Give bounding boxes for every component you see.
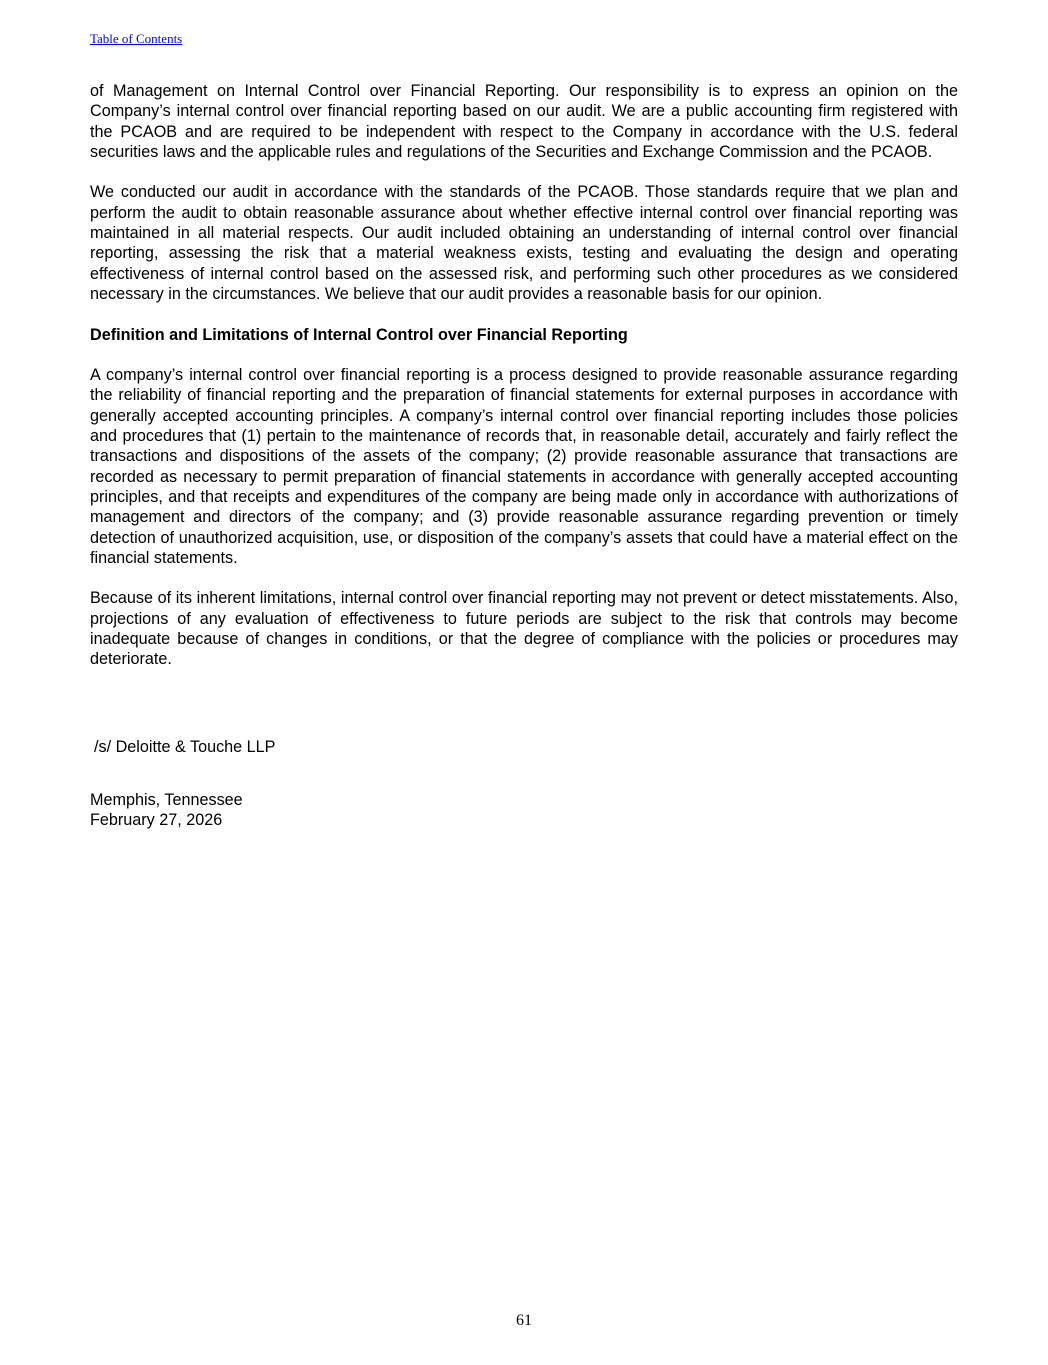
- signature-city: Memphis, Tennessee: [90, 791, 243, 809]
- signature-date: February 27, 2026: [90, 811, 223, 830]
- paragraph-audit-standards: We conducted our audit in accordance with the standards of the PCAOB. Those standards require that we plan and perform the audit to obtain reasonable assurance about whether effective internal control over financial reporting was maintained in all material respects. Our audit included obtaining an understanding of internal control over financial reporting, assessing the risk that a material weakness exists, testing and evaluating the design and operating effectiveness of internal control based on the assessed risk, and performing such other procedures as we considered necessary in the circumstances. We believe that our audit provides a reasonable basis for our opinion.: [90, 183, 958, 303]
- section-heading: Definition and Limitations of Internal Control over Financial Reporting: [90, 325, 628, 344]
- paragraph-responsibility: of Management on Internal Control over Financial Reporting. Our responsibility is to express an opinion on the Company’s internal control over financial reporting based on our audit. We are a public accounting firm registered with the PCAOB and are required to be independent with respect to the Company in accordance with the U.S. federal securities laws and the applicable rules and regulations of the Securities and Exchange Commission and the PCAOB.: [90, 82, 958, 161]
- page-number: 61: [516, 1312, 532, 1329]
- auditor-signature: /s/ Deloitte & Touche LLP: [94, 738, 276, 756]
- signature-block: [90, 790, 243, 831]
- table-of-contents-link[interactable]: Table of Contents: [90, 31, 183, 46]
- paragraph-definition: A company’s internal control over financial reporting is a process designed to provide reasonable assurance regarding the reliability of financial reporting and the preparation of financial statements for external purposes in accordance with generally accepted accounting principles. A company’s internal control over financial reporting includes those policies and procedures that (1) pertain to the maintenance of records that, in reasonable detail, accurately and fairly reflect the transactions and dispositions of the assets of the company; (2) provide reasonable assurance that transactions are recorded as necessary to permit preparation of financial statements in accordance with generally accepted accounting principles, and that receipts and expenditures of the company are being made only in accordance with authorizations of management and directors of the company; and (3) provide reasonable assurance regarding prevention or timely detection of unauthorized acquisition, use, or disposition of the company’s assets that could have a material effect on the financial statements.: [90, 366, 958, 567]
- report-body: [90, 81, 958, 690]
- paragraph-limitations: Because of its inherent limitations, internal control over financial reporting may not prevent or detect misstatements. Also, projections of any evaluation of effectiveness to future periods are subject to the risk that controls may become inadequate because of changes in conditions, or that the degree of compliance with the policies or procedures may deteriorate.: [90, 589, 958, 669]
